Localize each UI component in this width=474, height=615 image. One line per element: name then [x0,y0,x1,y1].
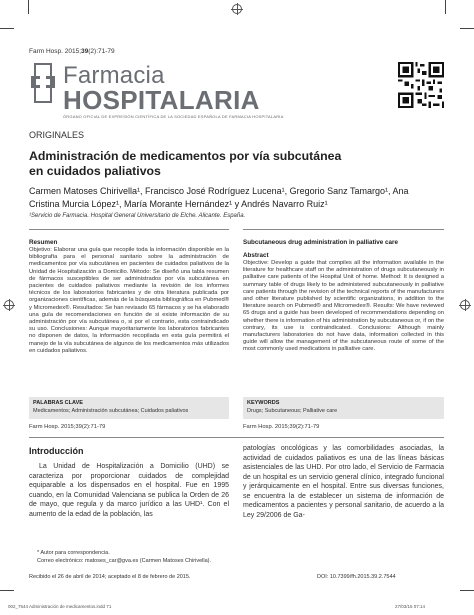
body-text: La Unidad de Hospitalización a Domicilio (UHD) se caracteriza por proporcionar cuidados de complejidad equiparable a los dispensados en el hospital. Fue en 1995 cuando, en la Comunidad Valenciana se publica la Orden de 26 de mayo, que regula y da marco jurídico a las UHD¹. Con el aumento de la edad de la población, las [29,463,229,518]
journal-emblem-icon [29,62,59,108]
crop-mark [445,0,446,14]
qr-code-icon [398,62,444,108]
keywords-box [243,397,444,419]
section-label: ORIGINALES [29,130,85,140]
crop-mark [0,590,14,591]
journal-reference: Farm Hosp. 2015;39(2):71-79 [29,424,106,430]
abstract-text: Objetivo: Elaborar una guía que recopile toda la información disponible en la bibliografía para el personal sanitario sobre la administración de medicamentos por vía subcutánea en pacientes de cuidados paliativos de la Unidad de Hospitalización a Domicilio. Método: Se diseñó una tabla resumen de fármacos susceptibles de ser administrados por vía subcutánea en pacientes de cuidados paliativos mediante la revisión de los informes técnicos de los laboratorios fabricantes y de otra literatura publicada por organizaciones científicas, además de la búsqueda bibliográfica en Pubmed® y Micromedex®. Resultados: Se han revisado 65 fármacos y se ha elaborado una guía de recomendaciones en función de si existe información de su administración por vía subcutánea o, si por el contrario, esta contraindicado su uso. Conclusiones: Aunque mayoritariamente los laboratorios fabricantes no disponen de datos, la información recopilada en esta guía permitirá el manejo de la vía subcutánea de algunos de los medicamentos más utilizados en cuidados paliativos. [29,247,229,354]
abstract-text: Objective: Develop a guide that compiles all the information available in the literature for healthcare staff on the administration of drugs subcutaneously in palliative care patients of the Hospital Unit of home. Method: It is designed a summary table of drugs likely to be administered subcutaneously in palliative care patients through the revision of the technical reports of the manufacturers and other literature published by scientific organizations, in addition to the literature search on Pubmed® and Micromedex®. Results: We have reviewed 65 drugs and a guide has been developed of recommendations depending on whether there is information of his administration by subcutaneous or, if on the contrary, its use is contraindicated. Conclusions: Although mainly manufacturers laboratories do not have data, information collected in this guide will allow the management of the subcutaneous route of some of the most commonly used medications in palliative care. [243,260,444,353]
abstract-heading: Abstract [243,252,269,259]
journal-reference: Farm Hosp. 2015;39(2):71-79 [243,424,320,430]
divider [243,229,444,230]
logo-wordmark: Farmacia [63,62,165,89]
keywords-text: Medicamentos; Administración subcutánea; Cuidados paliativos [33,408,189,414]
divider [29,437,444,438]
crop-mark [28,0,29,14]
body-text: patologías oncológicas y las comorbilidades asociadas, la actividad de cuidados paliativos es una de las líneas básicas asistenciales de las UHD. Por otro lado, el Servicio de Farmacia de un hospital es un servicio general clínico, integrado funcional y jerárquicamente en el hospital. Entre sus diversas funciones, se encuentra la de establecer un sistema de información de medicamentos a pacientes y personal sanitario, de acuerdo a la Ley 29/2006 de Ga- [243,445,444,519]
print-timestamp: 27/03/15 07:14 [395,604,426,609]
author-list: Carmen Matoses Chirivella¹, Francisco José Rodríguez Lucena¹, Gregorio Sanz Tamargo¹, Ana Cristina Murcia López¹, María Morante Hernández¹ y Andrés Navarro Ruiz¹ [29,186,409,209]
english-title: Subcutaneous drug administration in palliative care [243,239,399,246]
journal-logo [29,62,289,124]
crop-mark [0,28,14,29]
logo-subtitle: ÓRGANO OFICIAL DE EXPRESIÓN CIENTÍFICA DE LA SOCIEDAD ESPAÑOLA DE FARMACIA HOSPITALARIA [63,114,284,119]
crop-mark [460,590,474,591]
corresponding-author-note: * Autor para correspondencia. Correo electrónico: matoses_car@gva.es (Carmen Matoses Chirivella). [37,550,212,564]
abstract-heading: Resumen [29,239,58,246]
doi: DOI: 10.7399/fh.2015.39.2.7544 [317,574,396,580]
print-slug: 002_7544 Administración de medicamentos.indd 71 [8,604,112,609]
crop-mark [460,28,474,29]
divider [29,229,229,230]
registration-mark-icon [4,300,14,310]
keywords-box [29,397,229,419]
keywords-title: PALABRAS CLAVE [33,400,83,406]
keywords-title: KEYWORDS [247,400,280,406]
author-affiliation: ¹Servicio de Farmacia. Hospital General Universitario de Elche. Alicante. España. [29,213,246,219]
keywords-text: Drugs; Subcutaneous; Palliative care [247,408,338,414]
registration-mark-icon [232,4,242,14]
article-title: Administración de medicamentos por vía subcutánea en cuidados paliativos [29,149,342,178]
registration-mark-icon [460,300,470,310]
introduction-heading: Introducción [29,446,84,456]
journal-reference: Farm Hosp. 2015;39(2):71-79 [29,48,115,55]
received-dates: Recibido el 26 de abril de 2014; aceptado el 8 de febrero de 2015. [29,574,191,580]
logo-wordmark-bold: HOSPITALARIA [63,85,260,115]
